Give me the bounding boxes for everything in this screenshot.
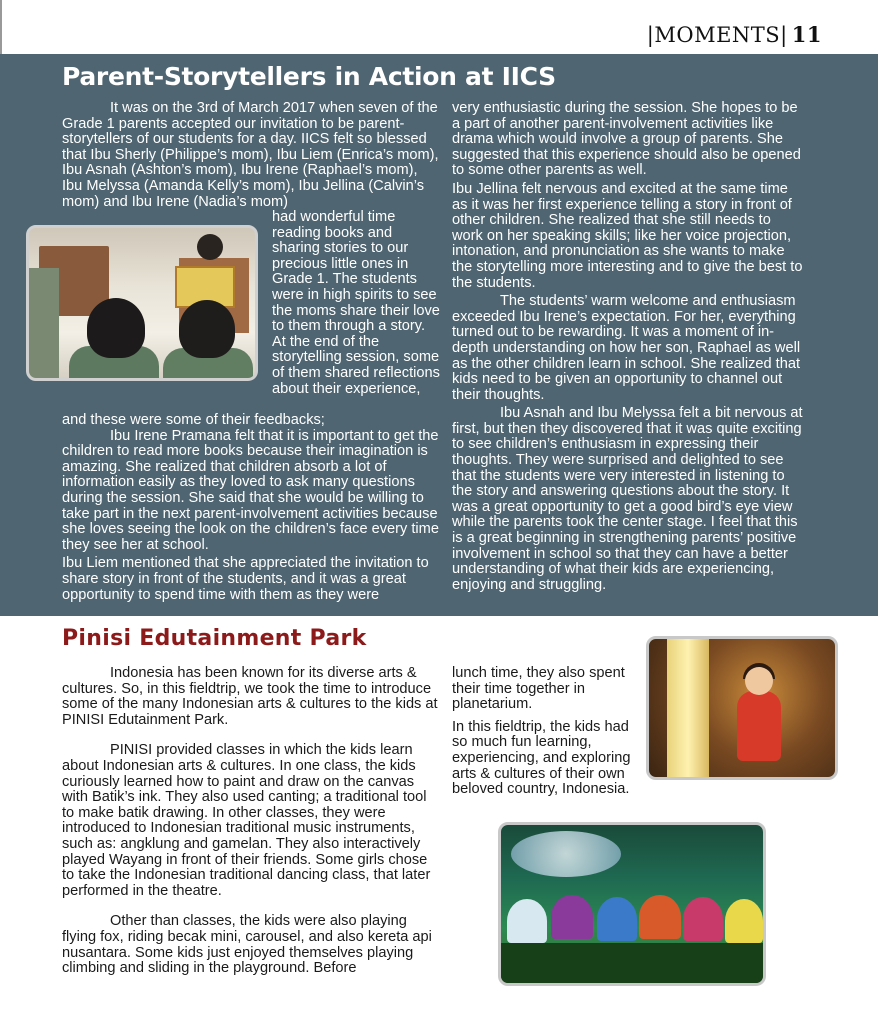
paragraph: Indonesia has been known for its diverse arts & cultures. So, in this fieldtrip, we took the time to introduce some of the many Indonesian arts & cultures to the kids at PINISI Edutainment Park. [62, 665, 438, 728]
storytelling-photo [26, 225, 258, 381]
page-header [647, 22, 822, 47]
article-title: Pinisi Edutainment Park [62, 626, 367, 651]
paragraph: Other than classes, the kids were also playing flying fox, riding becak mini, carousel, and also kereta api nusantara. Some kids just enjoyed themselves playing climbing and sliding in the playground. Before [62, 913, 432, 977]
paragraph: In this fieldtrip, the kids had so much fun learning, experiencing, and exploring arts & cultures of their own beloved country, Indonesia. [452, 718, 631, 798]
paragraph: PINISI provided classes in which the kids learn about Indonesian arts & cultures. In one class, the kids curiously learned how to paint and draw on the canvas with Batik’s ink. They also used canting; a traditional tool to make batik drawing. In other classes, they were introduced to Indonesian traditional music instruments, such as: angklung and gamelan. They also interactively played Wayang in front of their friends. Some girls chose to take the Indonesian traditional dancing class, that later performed in the theatre. [62, 742, 431, 899]
paragraph: Ibu Asnah and Ibu Melyssa felt a bit nervous at first, but then they discovered that it was quite exciting to see children’s enthusiasm in expressing their thoughts. They were surprised and delighted to see that the students were very interested in listening to the story and answering questions about the story. It was a great opportunity to get a good bird’s eye view while the parents took the center stage. I feel that this is a great beginning in strengthening parents’ positive involvement in school so that they can have a better understanding of what their kids are experiencing, enjoying and struggling. [452, 405, 803, 593]
article-column-left [62, 101, 440, 210]
article-column-wrap [272, 210, 440, 397]
article-column-right [452, 101, 804, 593]
paragraph: and these were some of their feedbacks; [62, 412, 325, 428]
wayang-photo [646, 636, 838, 780]
article-column-left-lower [62, 413, 440, 603]
paragraph: very enthusiastic during the session. She hopes to be a part of another parent-involvement activities like drama which would involve a group of parents. She suggested that this experience should also be opened to some other parents as well. [452, 100, 801, 179]
section-name: |MOMENTS| [646, 23, 788, 47]
paragraph: lunch time, they also spent their time together in planetarium. [452, 665, 625, 713]
paragraph: Ibu Irene Pramana felt that it is important to get the children to read more books because their imagination is amazing. She realized that children absorb a lot of information easily as they loved to ask many questions during the session. She said that she would be willing to take part in the next parent-involvement activities because she loves seeing the look on the children’s face every time they see her at school. [62, 427, 439, 553]
dance-performance-photo [498, 822, 766, 986]
article-title: Parent-Storytellers in Action at IICS [62, 62, 556, 91]
paragraph: It was on the 3rd of March 2017 when seven of the Grade 1 parents accepted our invitation to be parent-storytellers of our students for a day. IICS felt so blessed that Ibu Sherly (Philippe’s mom), Ibu Liem (Enrica’s mom), Ibu Asnah (Ashton’s mom), Ibu Irene (Raphael’s mom), Ibu Melyssa (Amanda Kelly’s mom), Ibu Jellina (Calvin’s mom) and Ibu Irene (Nadia’s mom) [62, 100, 439, 210]
article-column-right [452, 666, 638, 798]
paragraph: had wonderful time reading books and sharing stories to our precious little ones in Grade 1. The students were in high spirits to see the moms share their love to them through a story. At the end of the storytelling session, some of them shared reflections about their experience, [272, 209, 440, 397]
article-column-left [62, 666, 440, 977]
paragraph: Ibu Jellina felt nervous and excited at the same time as it was her first experience telling a story in front of other children. She realized that she still needs to work on her speaking skills; like her voice projection, intonation, and pronunciation as she wants to make the storytelling more interesting and to give the best to the students. [452, 180, 803, 291]
page-number: 11 [791, 22, 822, 47]
paragraph: Ibu Liem mentioned that she appreciated the invitation to share story in front of the students, and it was a great opportunity to spend time with them as they were [62, 555, 429, 603]
corner-border [0, 0, 2, 54]
paragraph: The students’ warm welcome and enthusiasm exceeded Ibu Irene’s expectation. For her, everything turned out to be rewarding. It was a moment of in-depth understanding on how her son, Raphael as well as the other children learn in school. She realized that kids need to be given an opportunity to channel out their thoughts. [452, 293, 801, 403]
